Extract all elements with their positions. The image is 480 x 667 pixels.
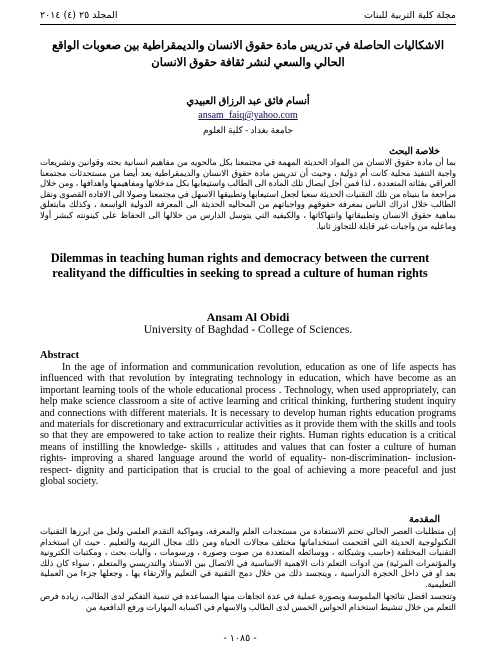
english-title: Dilemmas in teaching human rights and democracy between the current realityand the difficulties in seeking to spread a culture of human rights xyxy=(50,251,430,280)
arabic-title: الاشكاليات الحاصلة في تدريس مادة حقوق الانسان والديمقراطية بين صعوبات الواقع الحالي والسعي لنشر ثقافة حقوق الانسان xyxy=(51,40,445,69)
introduction-paragraph-1: إن متطلبات العصر الحالي تحتم الاستفادة من مستجدات العلم والمعرفة، ومواكبة التقدم العلمي ولعل من ابرزها التقنيات التكنولوجية الحديثة التي اقتحمت استخداماتها مختلف مجالات الحياة ومن ذلك مجال التربية والتعليم . حيث ان استخدام التقنيات المختلفة (حاسب وشبكاته ، ووسائطه المتعددة من صوت وصورة ، ورسومات ، واليات بحث ، ومكتبات الكترونية والمؤتمرات المرئية) من ادوات التعلم ذات الاهمية الاساسية في الاتصال بين الاستاذ والتدريسي والمتعلم ، سواء كان ذلك بعد او في داخل الحجرة الدراسية ، ويتجسد ذلك من خلال دمج التقنية في التعليم والارتقاء بها ، وجعلها جزءا من العملية التعليمية. xyxy=(40,527,456,589)
english-author-block xyxy=(40,311,456,337)
english-affiliation: University of Baghdad - College of Sciences. xyxy=(143,324,353,336)
english-abstract-heading: Abstract xyxy=(40,350,80,361)
introduction-heading: المقدمة xyxy=(408,515,440,525)
author-email-link[interactable]: ansam_faiq@yahoo.com xyxy=(198,110,298,121)
arabic-abstract-heading: خلاصة البحث xyxy=(389,147,440,157)
english-author-name: Ansam Al Obidi xyxy=(206,310,290,324)
volume-info: المجلد ٢٥ (٤) ٢٠١٤ xyxy=(40,10,118,21)
arabic-author-name: أنسام فائق عبد الرزاق العبيدي xyxy=(186,96,310,107)
arabic-affiliation: جامعة بغداد - كلية العلوم xyxy=(203,125,293,135)
header-divider xyxy=(40,24,456,25)
arabic-abstract-text: بما أن مادة حقوق الانسان من المواد الحديثة المهمة في مجتمعنا بكل مالحويه من مفاهيم انسانية بحته وقوانين وتشريعات واجبة التنفيذ محلية كانت أم دولية ، وحيث أن تدريس مادة حقوق الانسان والديمقراطية يعد أيضا من مستحدثات مجتمعنا العراقي بفئاته المتعددة ، لذا فمن أجل ايصال تلك المادة الى الطالب واستيعابها بكل مدخلاتها ومفاهيمها واهدافها ، ومن خلال مراجعة ما بنيناه من تلك التقنيات الحديثة سعيا لجعل استيعابها وتطبيقها الاسهل في مجتمعنا وصولا الى الافادة القصوى ونقل الطالب خلال ادراك الناس بمعرفة حقوقهم وواجباتهم من المحاليه الحديثة الى المعرفة الدولية الواسعة ، وكذلك مابتعلق بماهية حقوق الانسان وتطبيقاتها وانتهاكاتها ، والكيفيه التي يتوسل الدارس من خلالها الى الحفاظ على كينونته كبشر أولا وماعليه من واجبات غير قابلة للتجاوز ثانيا. xyxy=(40,158,456,231)
page-number: - ١٠٨٥ - xyxy=(223,633,257,644)
english-abstract-text: In the age of information and communication revolution, education as one of life aspects has influenced with that revolution by integrating technology in education, which have become as an important learning tools of the whole educational process . Technology, when used appropriately, can help make science classroom a site of active learning and critical thinking, furthering student inquiry and connections with different materials. It is necessary to develop human rights education programs and materials for discretionary and extracurricular activities as it provide them with the skills and tools so that they are empowered to take action to realize their rights. Human rights education is a critical means of instilling the knowledge- skills ، attitudes and values that can foster a culture of human rights- improving a shared language around the world of equality- non-discrimination- inclusion- respect- dignity and participation that is crucial to the goal of achieving a more peaceful and just global society. xyxy=(40,362,456,488)
introduction-paragraph-2: وتتجسد افضل نتائجها الملموسة وبصورة عملية في عدة اتجاهات منها المساعدة في تنمية التفكير لدى الطالب، زيادة فرص التعلم من خلال تنشيط استخدام الحواس الخمس لدى الطالب والاسهام في اكسابه المهارات ورفع الدافعية من xyxy=(40,592,456,612)
journal-name: مجلة كلية التربية للبنات xyxy=(363,10,456,21)
arabic-author-block xyxy=(40,95,456,137)
